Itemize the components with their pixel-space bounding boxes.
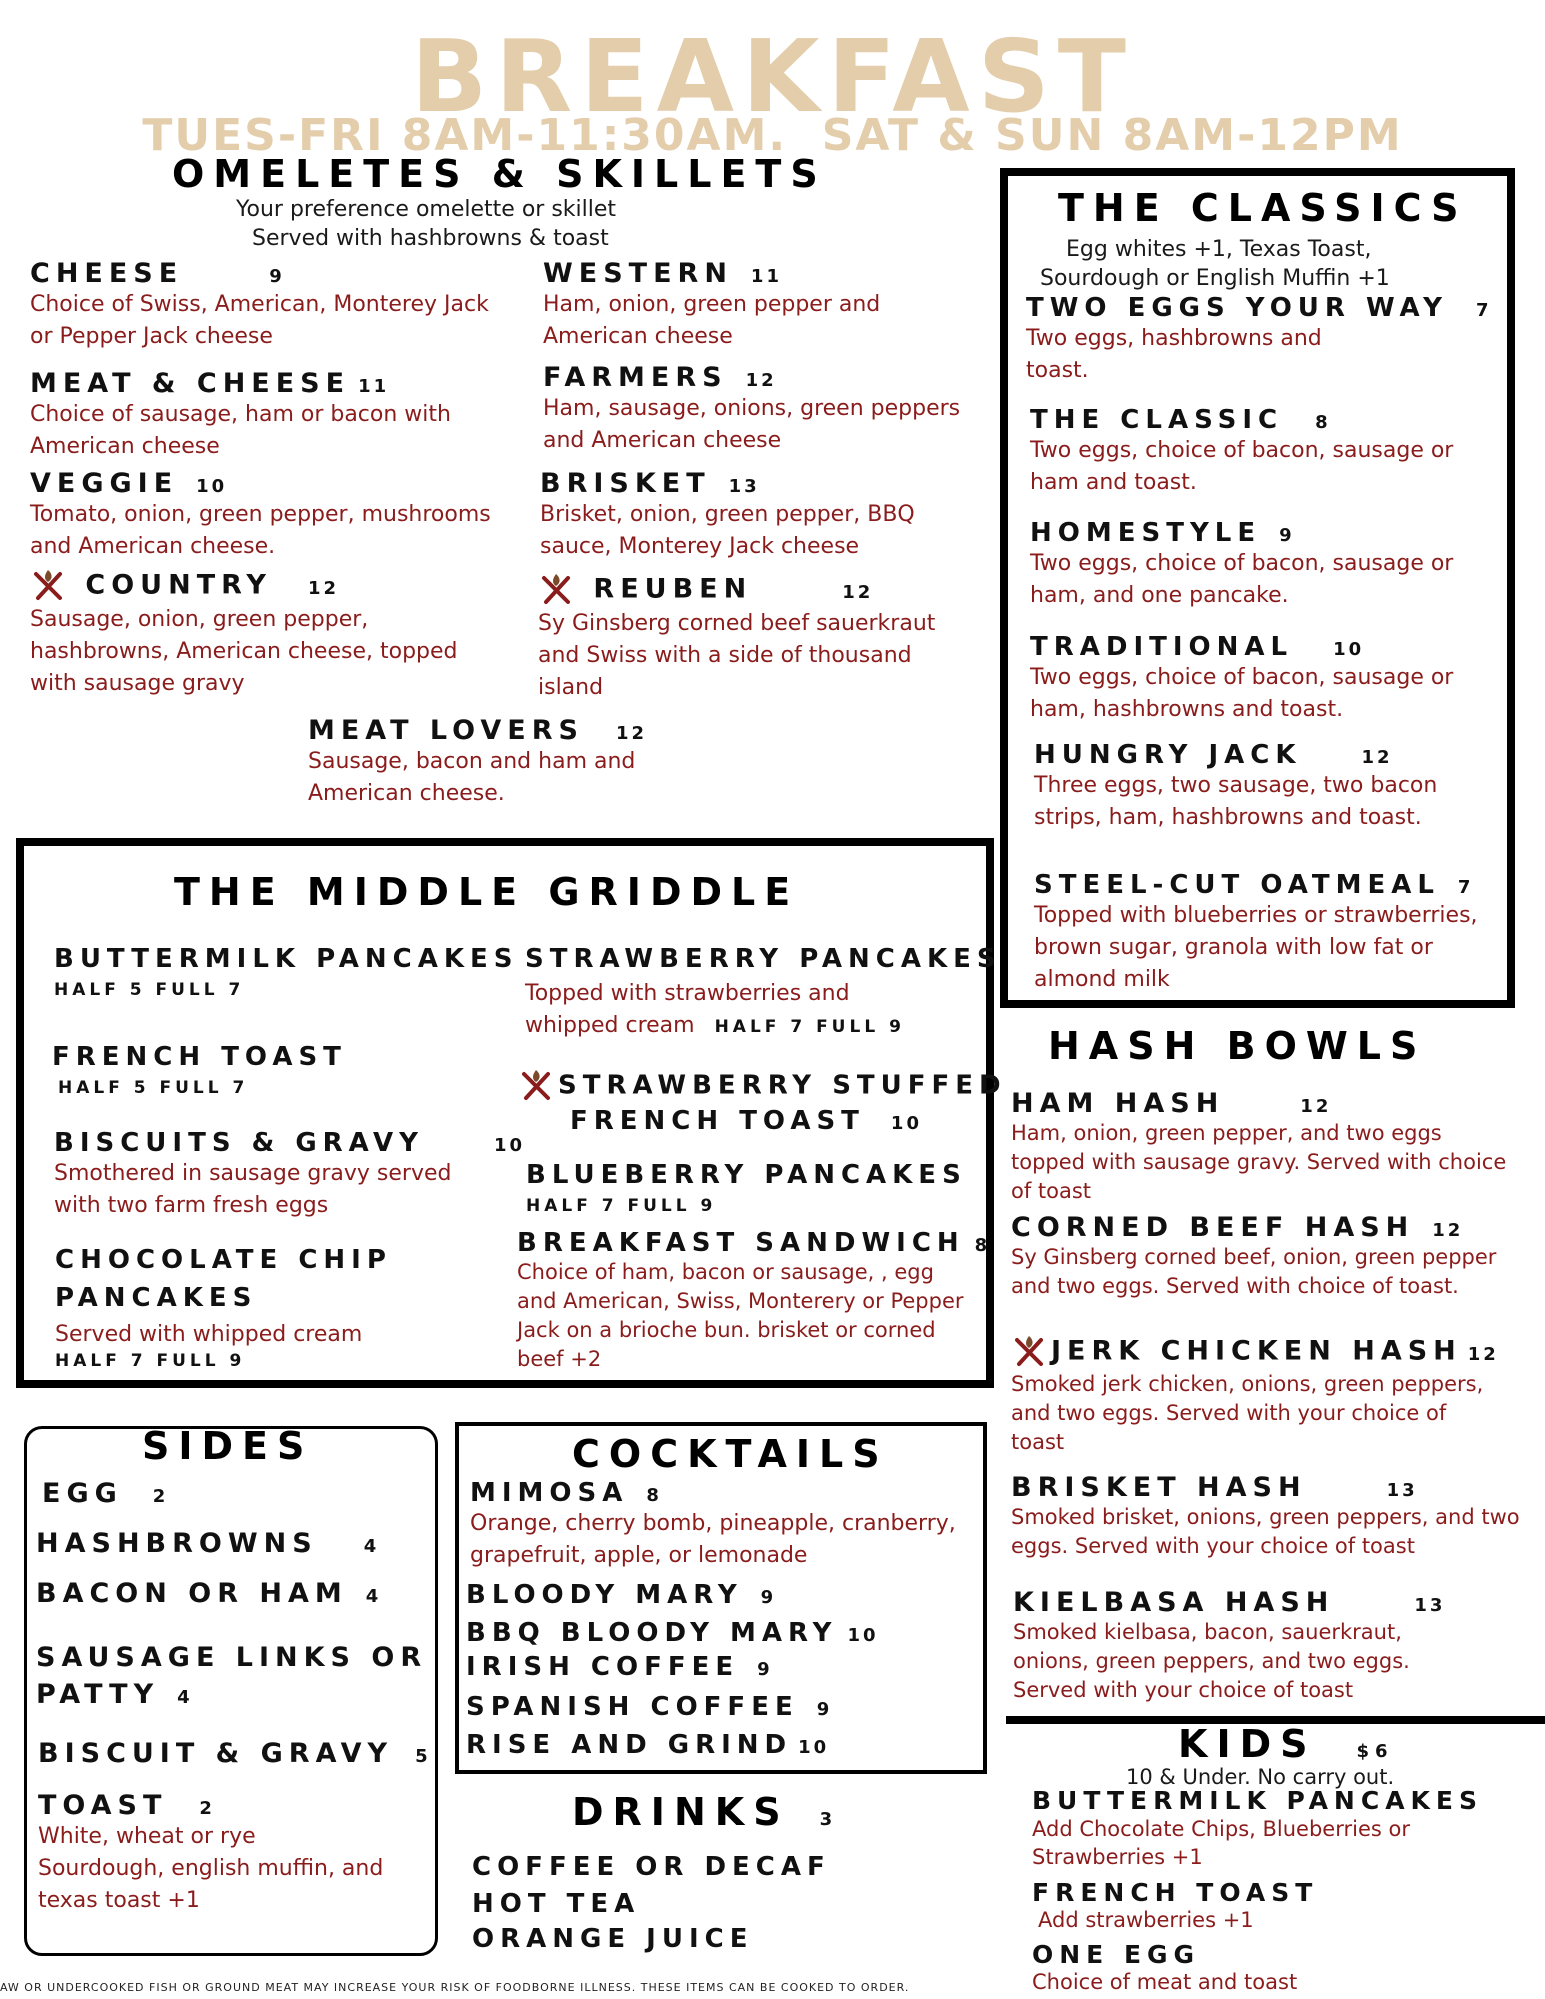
item-name: HUNGRY JACK bbox=[1034, 740, 1302, 770]
item-size-price: HALF 5 FULL 7 bbox=[54, 980, 245, 1000]
kids-one-egg bbox=[1032, 1940, 1532, 1995]
item-price: 10 bbox=[494, 1135, 526, 1156]
item-description: Sausage, onion, green pepper, hashbrowns, American cheese, topped with sausage gravy bbox=[30, 607, 458, 696]
item-name: HAM HASH bbox=[1011, 1088, 1225, 1119]
menu-item-strawberry-pancakes bbox=[525, 944, 1002, 1042]
item-description-line-1: White, wheat or rye bbox=[38, 1824, 256, 1849]
side-sausage bbox=[36, 1642, 427, 1710]
item-price: 13 bbox=[1386, 1480, 1418, 1501]
item-description: Choice of Swiss, American, Monterey Jack or Pepper Jack cheese bbox=[30, 292, 489, 349]
item-name: TWO EGGS YOUR WAY bbox=[1026, 293, 1448, 323]
item-description: Choice of meat and toast bbox=[1032, 1970, 1298, 1994]
item-size-price: HALF 7 FULL 9 bbox=[526, 1196, 717, 1216]
item-description-line-2: Sourdough, english muffin, and texas toast +1 bbox=[38, 1856, 384, 1913]
item-price: 2 bbox=[152, 1486, 169, 1507]
cocktail-bbq-bloody-mary bbox=[466, 1618, 879, 1648]
menu-item-french-toast bbox=[52, 1042, 347, 1098]
item-description: Three eggs, two sausage, two bacon strips, ham, hashbrowns and toast. bbox=[1034, 773, 1438, 830]
item-description: Add strawberries +1 bbox=[1038, 1908, 1254, 1932]
item-price: 10 bbox=[847, 1625, 879, 1646]
side-bacon-ham bbox=[36, 1578, 381, 1609]
cocktails-heading: COCKTAILS bbox=[572, 1432, 889, 1476]
menu-item-buttermilk-pancakes bbox=[54, 944, 518, 1000]
item-name: CORNED BEEF HASH bbox=[1011, 1212, 1415, 1243]
item-description: Smothered in sausage gravy served with two farm fresh eggs bbox=[54, 1161, 452, 1218]
item-price: 2 bbox=[199, 1798, 215, 1819]
item-description: Ham, onion, green pepper, and two eggs topped with sausage gravy. Served with choice of toast bbox=[1011, 1121, 1507, 1203]
item-name: EGG bbox=[42, 1478, 123, 1509]
menu-item-meat-lovers bbox=[308, 715, 728, 810]
item-name: BLUEBERRY PANCAKES bbox=[526, 1160, 967, 1190]
item-description: Two eggs, choice of bacon, sausage or ham, hashbrowns and toast. bbox=[1030, 665, 1454, 722]
item-name: BISCUIT & GRAVY bbox=[38, 1738, 394, 1769]
menu-item-country bbox=[30, 568, 500, 700]
item-description: Choice of ham, bacon or sausage, , egg and American, Swiss, Monterery or Pepper Jack on a brioche bun. brisket or corned beef +2 bbox=[517, 1260, 964, 1371]
item-description: Sy Ginsberg corned beef sauerkraut and Swiss with a side of thousand island bbox=[538, 611, 936, 700]
item-price: 11 bbox=[750, 266, 782, 287]
item-name: TOAST bbox=[38, 1790, 168, 1821]
item-price: 9 bbox=[757, 1659, 773, 1680]
item-description: Smoked jerk chicken, onions, green peppers, and two eggs. Served with your choice of toast bbox=[1011, 1372, 1484, 1454]
item-name: ONE EGG bbox=[1032, 1940, 1201, 1969]
item-price: 12 bbox=[1361, 747, 1393, 768]
item-description-line-1: Topped with strawberries and bbox=[525, 981, 850, 1006]
item-price: 12 bbox=[307, 577, 340, 599]
cocktail-spanish-coffee bbox=[466, 1692, 832, 1722]
item-name-line-1: CHOCOLATE CHIP bbox=[55, 1245, 392, 1275]
item-name: BUTTERMILK PANCAKES bbox=[1032, 1786, 1483, 1815]
item-name: COUNTRY bbox=[85, 569, 272, 601]
grill-icon bbox=[518, 1068, 558, 1104]
item-price: 9 bbox=[269, 266, 285, 287]
item-name-line-2: PATTY bbox=[36, 1679, 160, 1710]
item-description: Served with whipped cream bbox=[55, 1322, 363, 1347]
item-description: Ham, onion, green pepper and American cheese bbox=[543, 292, 881, 349]
item-name: CHEESE bbox=[30, 258, 184, 289]
item-name: SPANISH COFFEE bbox=[466, 1692, 799, 1722]
item-price: 4 bbox=[363, 1536, 380, 1557]
item-name: BACON OR HAM bbox=[36, 1578, 348, 1609]
item-name: BRISKET HASH bbox=[1011, 1472, 1307, 1503]
menu-item-farmers bbox=[543, 362, 963, 457]
item-name-line-1: SAUSAGE LINKS OR bbox=[36, 1642, 428, 1673]
item-name: HASHBROWNS bbox=[36, 1528, 318, 1559]
item-name: STEEL-CUT OATMEAL bbox=[1034, 870, 1440, 900]
menu-item-biscuits-gravy bbox=[54, 1128, 526, 1222]
menu-item-the-classic bbox=[1030, 405, 1480, 499]
item-description: Tomato, onion, green pepper, mushrooms and American cheese. bbox=[30, 502, 491, 559]
item-name: BREAKFAST SANDWICH bbox=[517, 1228, 965, 1258]
cocktail-rise-grind bbox=[466, 1730, 829, 1760]
page-title: BREAKFAST bbox=[411, 18, 1134, 135]
item-name: THE CLASSIC bbox=[1030, 405, 1284, 435]
omelettes-subtitle-2: Served with hashbrowns & toast bbox=[252, 226, 609, 251]
item-name: IRISH COFFEE bbox=[466, 1652, 740, 1682]
drink-coffee: COFFEE OR DECAF bbox=[472, 1852, 831, 1882]
item-name-line-2: FRENCH TOAST bbox=[570, 1106, 865, 1136]
classics-subtitle-1: Egg whites +1, Texas Toast, bbox=[1066, 237, 1372, 262]
hash-bowls-heading: HASH BOWLS bbox=[1048, 1024, 1427, 1068]
item-description: Brisket, onion, green pepper, BBQ sauce, Monterey Jack cheese bbox=[540, 502, 915, 559]
grill-icon bbox=[1011, 1334, 1051, 1370]
item-description: Choice of sausage, ham or bacon with American cheese bbox=[30, 402, 451, 459]
item-description: Sy Ginsberg corned beef, onion, green pepper and two eggs. Served with choice of toast. bbox=[1011, 1245, 1497, 1298]
item-name-line-1: STRAWBERRY STUFFED bbox=[558, 1070, 1007, 1101]
item-name: MIMOSA bbox=[470, 1478, 629, 1508]
item-name: STRAWBERRY PANCAKES bbox=[525, 944, 1002, 974]
item-name: JERK CHICKEN HASH bbox=[1051, 1335, 1462, 1367]
item-name: WESTERN bbox=[543, 258, 733, 289]
menu-item-oatmeal bbox=[1034, 870, 1494, 996]
item-description: Smoked brisket, onions, green peppers, and two eggs. Served with your choice of toast bbox=[1011, 1505, 1520, 1558]
item-description: Add Chocolate Chips, Blueberries or Strawberries +1 bbox=[1032, 1817, 1410, 1869]
item-name: FRENCH TOAST bbox=[52, 1042, 347, 1072]
item-price: 8 bbox=[646, 1485, 662, 1506]
item-price: 12 bbox=[745, 370, 777, 391]
griddle-heading: THE MIDDLE GRIDDLE bbox=[174, 870, 800, 914]
drinks-heading: DRINKS bbox=[572, 1790, 790, 1834]
kids-french-toast bbox=[1032, 1878, 1532, 1933]
item-name: VEGGIE bbox=[30, 468, 179, 499]
item-description: Two eggs, hashbrowns and toast. bbox=[1026, 326, 1322, 383]
side-hashbrowns bbox=[36, 1528, 379, 1559]
item-name-line-2: PANCAKES bbox=[55, 1283, 258, 1313]
item-price: 12 bbox=[1300, 1096, 1332, 1117]
item-size-price: HALF 5 FULL 7 bbox=[58, 1078, 249, 1098]
item-price: 10 bbox=[890, 1113, 922, 1134]
menu-item-two-eggs bbox=[1026, 293, 1496, 387]
grill-icon bbox=[538, 572, 578, 608]
item-price: 8 bbox=[974, 1235, 991, 1256]
grill-icon bbox=[30, 568, 70, 604]
menu-item-ham-hash bbox=[1011, 1088, 1511, 1206]
cocktail-bloody-mary bbox=[466, 1580, 776, 1610]
item-name: RISE AND GRIND bbox=[466, 1730, 793, 1760]
menu-item-veggie bbox=[30, 468, 530, 563]
item-price: 10 bbox=[196, 476, 228, 497]
item-price: 12 bbox=[1432, 1220, 1464, 1241]
item-price: 9 bbox=[760, 1587, 777, 1608]
item-price: 11 bbox=[358, 376, 390, 397]
menu-item-brisket bbox=[540, 468, 980, 563]
item-name: HOMESTYLE bbox=[1030, 518, 1262, 548]
omelettes-heading: OMELETES & SKILLETS bbox=[172, 152, 827, 196]
item-description: Topped with blueberries or strawberries, brown sugar, granola with low fat or almond milk bbox=[1034, 903, 1478, 992]
menu-item-brisket-hash bbox=[1011, 1472, 1521, 1561]
item-name: MEAT LOVERS bbox=[308, 715, 584, 746]
omelettes-subtitle-1: Your preference omelette or skillet bbox=[236, 197, 617, 222]
menu-item-homestyle bbox=[1030, 518, 1480, 612]
kids-subtitle: 10 & Under. No carry out. bbox=[1126, 1765, 1395, 1789]
item-price: 12 bbox=[842, 581, 874, 603]
item-description-line-2: whipped cream bbox=[525, 1013, 695, 1038]
drinks-heading-row bbox=[572, 1790, 838, 1834]
item-price: 4 bbox=[177, 1687, 193, 1708]
drink-hot-tea: HOT TEA bbox=[472, 1889, 641, 1919]
item-price: 5 bbox=[415, 1746, 431, 1767]
menu-item-strawberry-stuffed bbox=[518, 1068, 1007, 1136]
item-name: BISCUITS & GRAVY bbox=[54, 1128, 424, 1158]
item-name: FRENCH TOAST bbox=[1032, 1878, 1319, 1907]
menu-item-kielbasa-hash bbox=[1013, 1587, 1513, 1705]
item-description: Smoked kielbasa, bacon, sauerkraut, onions, green peppers, and two eggs. Served with your choice of toast bbox=[1013, 1620, 1410, 1702]
item-name: MEAT & CHEESE bbox=[30, 368, 351, 399]
item-name: REUBEN bbox=[593, 573, 753, 605]
item-name: TRADITIONAL bbox=[1030, 632, 1294, 662]
item-price: 8 bbox=[1315, 412, 1331, 433]
item-price: 12 bbox=[1467, 1343, 1499, 1365]
menu-item-cheese bbox=[30, 258, 510, 353]
item-name: BUTTERMILK PANCAKES bbox=[54, 944, 519, 974]
item-description: Sausage, bacon and ham and American cheese. bbox=[308, 749, 636, 806]
item-price: 13 bbox=[1414, 1595, 1446, 1616]
item-price: 7 bbox=[1475, 300, 1492, 321]
menu-item-corned-beef-hash bbox=[1011, 1212, 1511, 1301]
menu-item-hungry-jack bbox=[1034, 740, 1484, 834]
cocktail-irish-coffee bbox=[466, 1652, 773, 1682]
menu-item-western bbox=[543, 258, 963, 353]
drinks-price: 3 bbox=[819, 1809, 839, 1830]
item-price: 7 bbox=[1457, 877, 1474, 898]
menu-item-blueberry-pancakes bbox=[526, 1160, 967, 1216]
menu-item-meat-cheese bbox=[30, 368, 530, 463]
menu-item-chocolate-chip bbox=[55, 1245, 495, 1371]
classics-heading: THE CLASSICS bbox=[1058, 186, 1468, 230]
item-name: BRISKET bbox=[540, 468, 711, 499]
item-size-price: HALF 7 FULL 9 bbox=[714, 1017, 905, 1037]
item-description: Two eggs, choice of bacon, sausage or ham, and one pancake. bbox=[1030, 551, 1454, 608]
item-price: 4 bbox=[365, 1586, 382, 1607]
hours-subtitle: TUES-FRI 8AM-11:30AM. SAT & SUN 8AM-12PM bbox=[142, 110, 1403, 161]
item-price: 9 bbox=[1279, 525, 1295, 546]
kids-buttermilk-pancakes bbox=[1032, 1786, 1532, 1871]
menu-item-reuben bbox=[538, 572, 978, 704]
sides-heading: SIDES bbox=[142, 1424, 314, 1468]
item-price: 9 bbox=[816, 1699, 833, 1720]
item-description: Orange, cherry bomb, pineapple, cranberry, grapefruit, apple, or lemonade bbox=[470, 1511, 956, 1568]
item-price: 10 bbox=[798, 1737, 830, 1758]
item-name: KIELBASA HASH bbox=[1013, 1587, 1335, 1618]
side-toast bbox=[38, 1790, 428, 1917]
side-egg bbox=[42, 1478, 168, 1509]
item-name: FARMERS bbox=[543, 362, 728, 393]
item-name: BLOODY MARY bbox=[466, 1580, 743, 1610]
menu-item-breakfast-sandwich bbox=[517, 1228, 991, 1374]
item-name: BBQ BLOODY MARY bbox=[466, 1618, 838, 1648]
drink-orange-juice: ORANGE JUICE bbox=[472, 1924, 754, 1954]
item-description: Two eggs, choice of bacon, sausage or ham and toast. bbox=[1030, 438, 1454, 495]
item-price: 10 bbox=[1333, 639, 1365, 660]
kids-heading-row bbox=[1178, 1722, 1394, 1766]
item-description: Ham, sausage, onions, green peppers and American cheese bbox=[543, 396, 961, 453]
item-size-price: HALF 7 FULL 9 bbox=[55, 1351, 246, 1371]
kids-price: $6 bbox=[1356, 1741, 1394, 1762]
cocktail-mimosa bbox=[470, 1478, 985, 1572]
item-price: 12 bbox=[615, 723, 648, 744]
classics-subtitle-2: Sourdough or English Muffin +1 bbox=[1040, 266, 1390, 291]
item-price: 13 bbox=[728, 476, 760, 497]
foodborne-disclaimer: AW OR UNDERCOOKED FISH OR GROUND MEAT MAY INCREASE YOUR RISK OF FOODBORNE ILLNESS. THESE ITEMS CAN BE COOKED TO ORDER. bbox=[0, 1981, 910, 1994]
kids-heading: KIDS bbox=[1178, 1722, 1317, 1766]
menu-item-traditional bbox=[1030, 632, 1480, 726]
side-biscuit-gravy bbox=[38, 1738, 431, 1769]
menu-item-jerk-chicken-hash bbox=[1011, 1334, 1521, 1457]
